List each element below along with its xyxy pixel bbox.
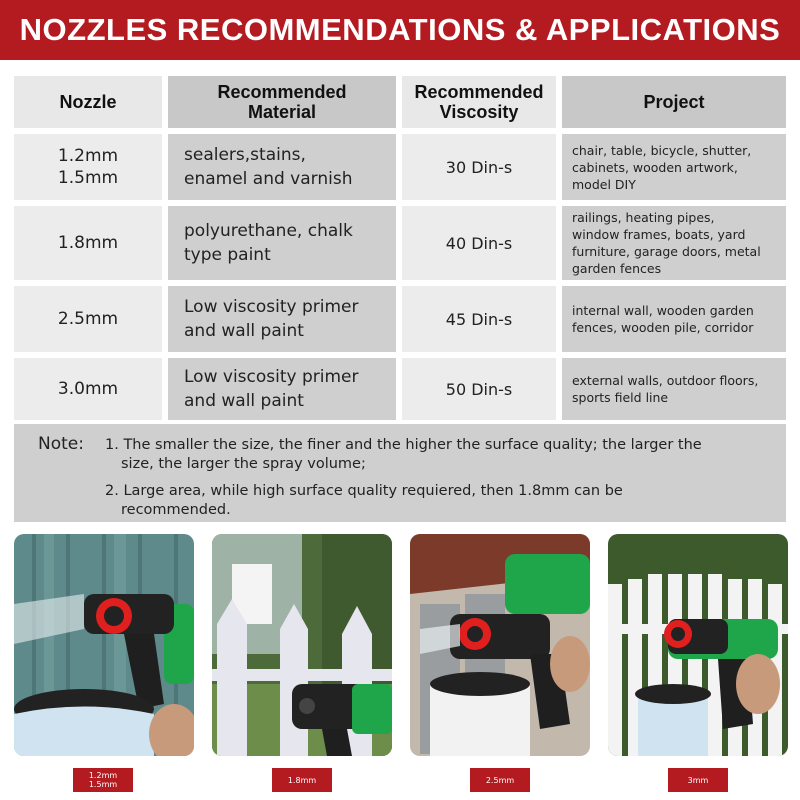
photo-panel-spraying: [410, 534, 590, 756]
nozzle-size: 1.2mm 1.5mm: [14, 134, 162, 200]
recommended-material: polyurethane, chalk type paint: [168, 206, 396, 280]
nozzle-size: 3.0mm: [14, 358, 162, 420]
project-list: external walls, outdoor floors, sports field line: [562, 358, 786, 420]
project-list: railings, heating pipes, window frames, boats, yard furniture, garage doors, metal garden fences: [562, 206, 786, 280]
table-row: [14, 134, 786, 200]
photo-picket-fence-spraying: [212, 534, 392, 756]
viscosity-value: 45 Din-s: [402, 286, 556, 352]
nozzle-size: 2.5mm: [14, 286, 162, 352]
recommended-material: Low viscosity primer and wall paint: [168, 286, 396, 352]
recommended-material: sealers,stains, enamel and varnish: [168, 134, 396, 200]
spray-gun-illustration: [608, 534, 788, 756]
caption-badge-4: 3mm: [668, 768, 728, 792]
caption-badge-3: 2.5mm: [470, 768, 530, 792]
header-viscosity: Recommended Viscosity: [402, 76, 556, 128]
spray-gun-illustration: [410, 534, 590, 756]
project-list: internal wall, wooden garden fences, wooden pile, corridor: [562, 286, 786, 352]
title-banner: [0, 0, 800, 60]
note-item-2: 2. Large area, while high surface quality requiered, then 1.8mm can be recommended.: [105, 483, 623, 518]
page-title: NOZZLES RECOMMENDATIONS & APPLICATIONS: [19, 12, 781, 47]
table-header-row: [14, 76, 786, 128]
caption-badge-1: 1.2mm 1.5mm: [73, 768, 133, 792]
spray-gun-illustration: [212, 534, 392, 756]
header-project: Project: [562, 76, 786, 128]
viscosity-value: 30 Din-s: [402, 134, 556, 200]
note-item-1: 1. The smaller the size, the finer and the higher the surface quality; the larger the size, the larger the spray volume;: [105, 437, 702, 472]
nozzle-size: 1.8mm: [14, 206, 162, 280]
caption-badge-2: 1.8mm: [272, 768, 332, 792]
viscosity-value: 40 Din-s: [402, 206, 556, 280]
table-row: [14, 206, 786, 280]
header-nozzle: Nozzle: [14, 76, 162, 128]
spray-gun-illustration: [14, 534, 194, 756]
recommended-material: Low viscosity primer and wall paint: [168, 358, 396, 420]
table-row: [14, 358, 786, 420]
project-list: chair, table, bicycle, shutter, cabinets, wooden artwork, model DIY: [562, 134, 786, 200]
viscosity-value: 50 Din-s: [402, 358, 556, 420]
header-material: Recommended Material: [168, 76, 396, 128]
photo-white-fence-spraying: [608, 534, 788, 756]
note-label: Note:: [38, 434, 84, 454]
photo-wooden-wall-spraying: [14, 534, 194, 756]
note-box: [14, 424, 786, 522]
table-row: [14, 286, 786, 352]
